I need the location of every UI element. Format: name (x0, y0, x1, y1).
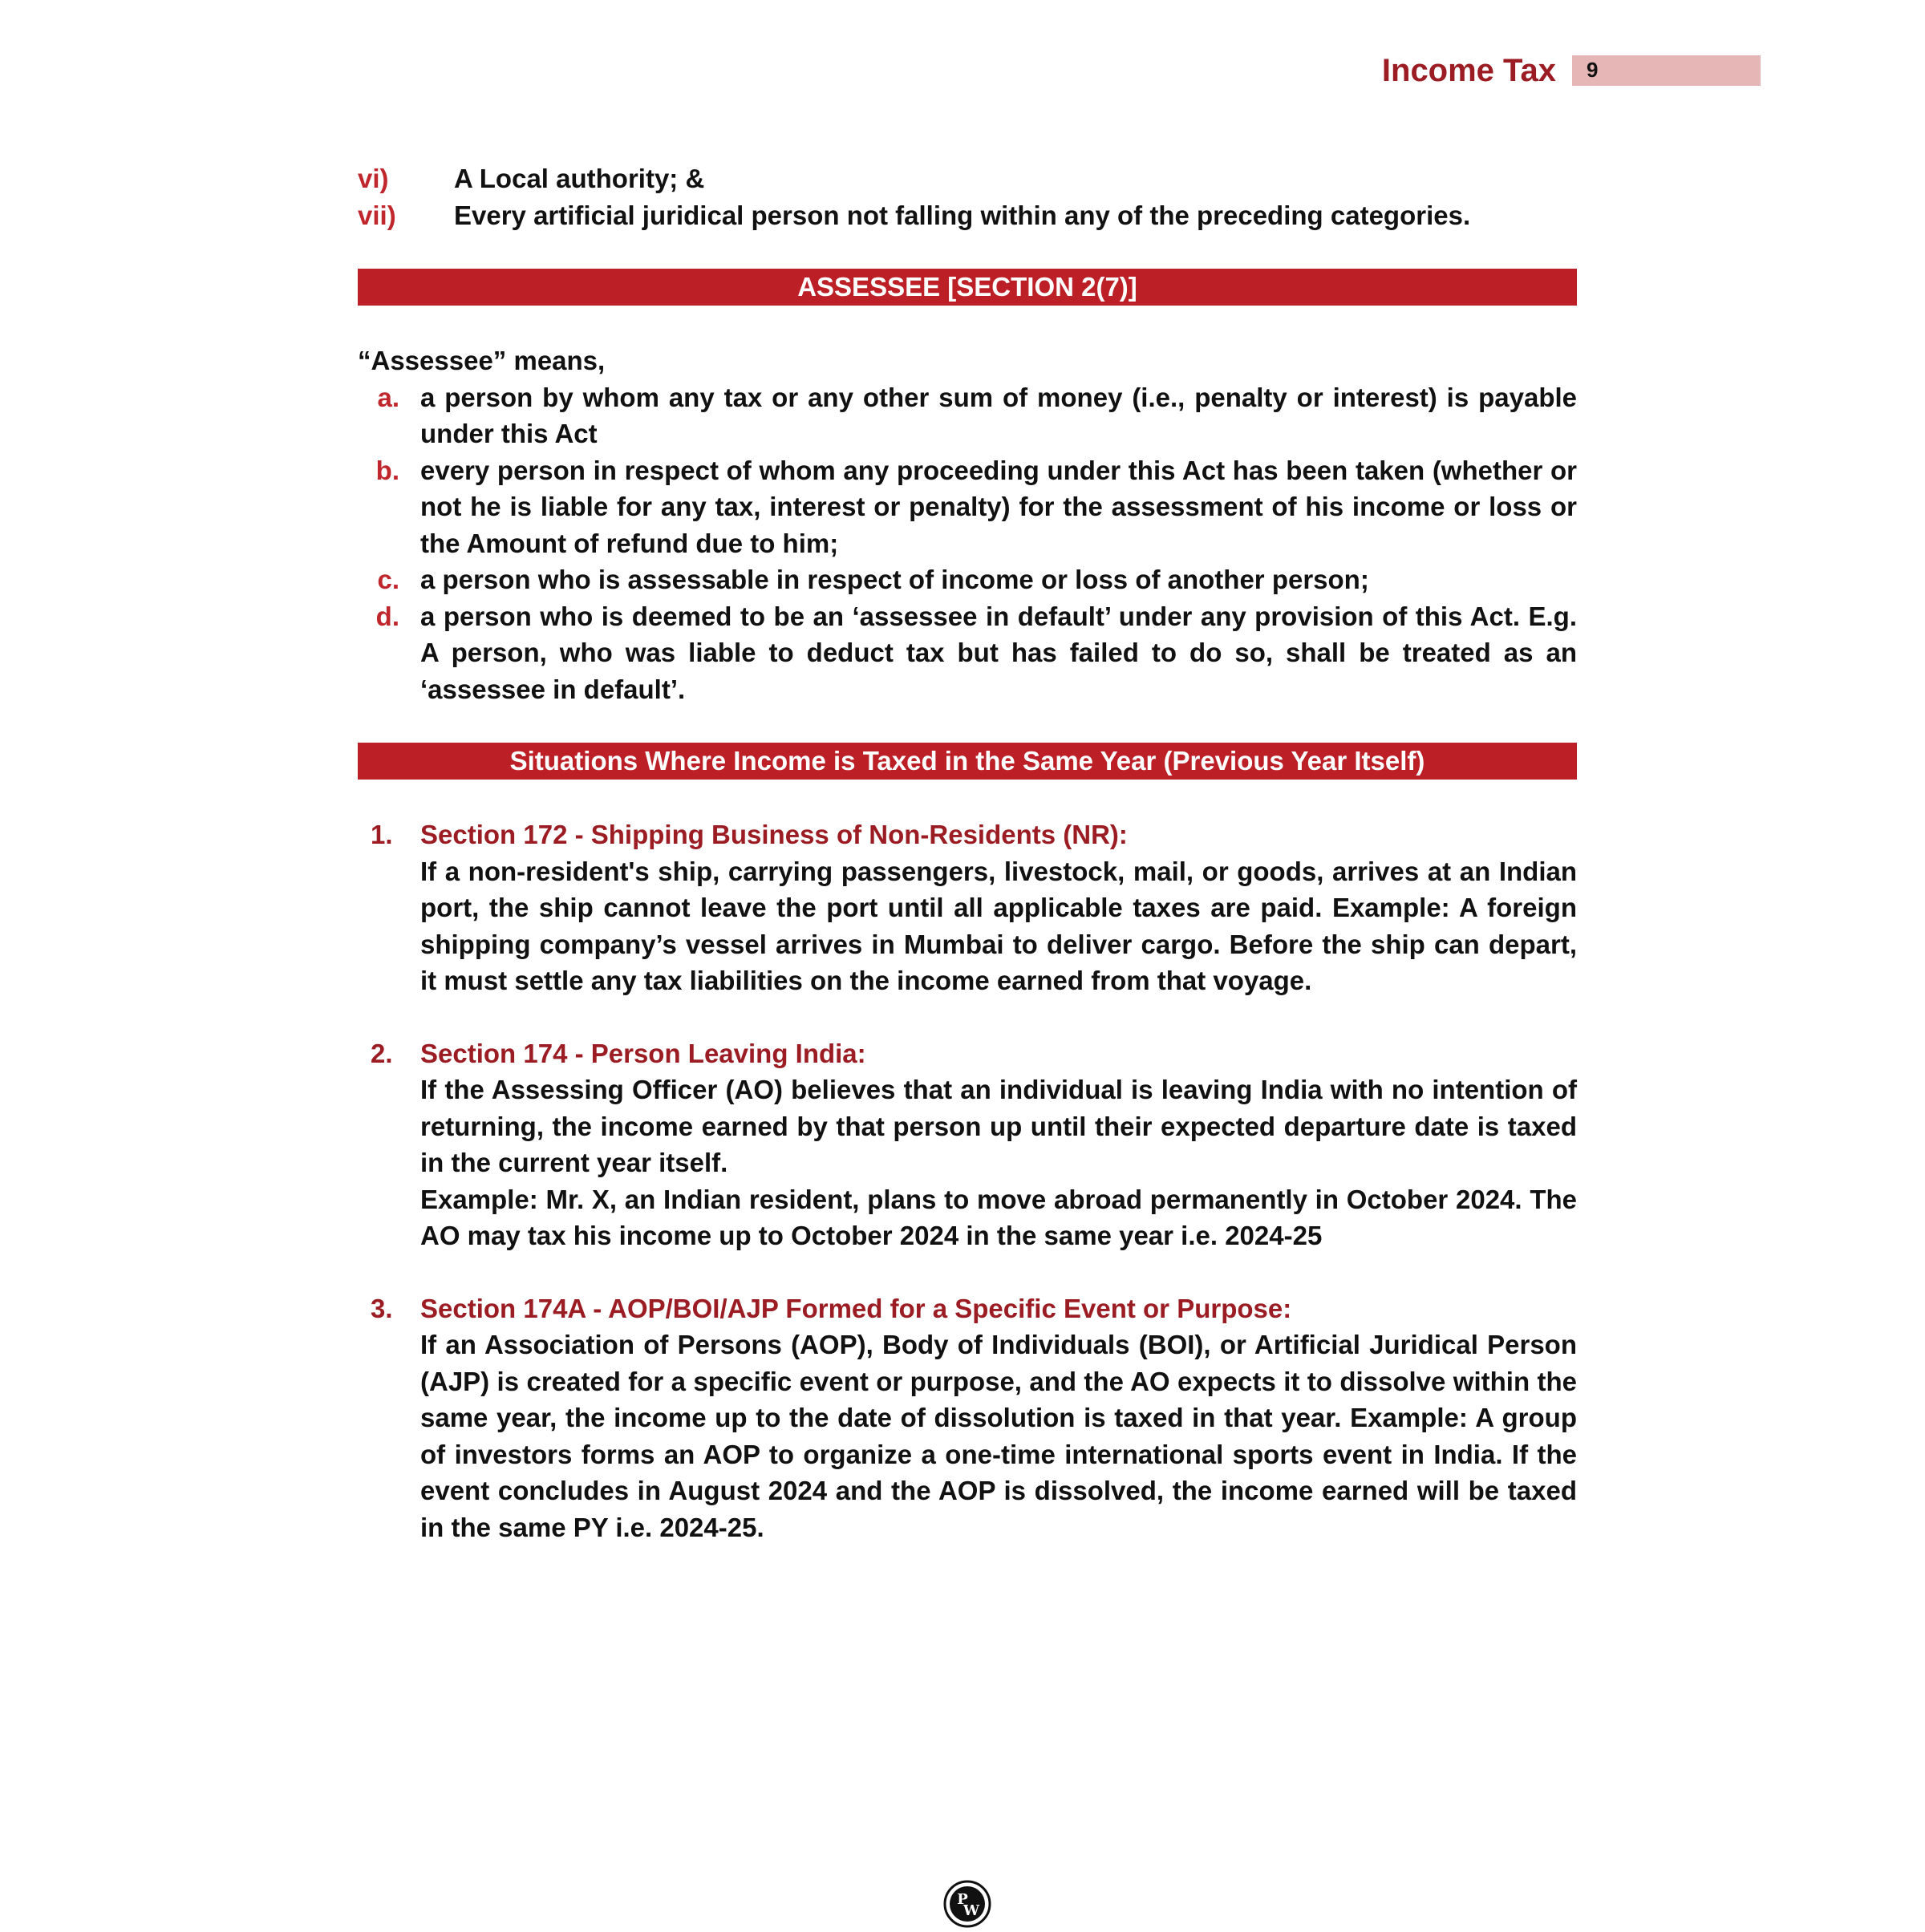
list-item (358, 816, 1577, 999)
list-label: c. (377, 565, 399, 594)
assessee-intro: “Assessee” means, (358, 346, 606, 375)
list-text: Every artificial juridical person not falling within any of the preceding categories. (454, 200, 1471, 230)
list-number: 1. (371, 820, 393, 849)
section-paragraph: If the Assessing Officer (AO) believes that an individual is leaving India with no intention of returning, the income earned by that person up until their expected departure date is taxed in the current year itself. (420, 1075, 1577, 1177)
section-title: Section 172 - Shipping Business of Non-Residents (NR): (420, 820, 1128, 849)
roman-list (358, 160, 1577, 233)
list-item (358, 598, 1577, 708)
list-body (420, 816, 1577, 999)
page-number: 9 (1587, 58, 1599, 82)
list-text: A Local authority; & (454, 164, 705, 193)
list-number: 3. (371, 1293, 393, 1323)
section-banner-situations: Situations Where Income is Taxed in the Same Year (Previous Year Itself) (358, 743, 1577, 780)
situations-list (358, 816, 1577, 1545)
list-body (420, 1290, 1577, 1546)
page-number-box (1572, 55, 1761, 86)
svg-text:P: P (957, 1891, 968, 1908)
list-item (358, 561, 1577, 598)
list-number: vi) (358, 164, 389, 193)
section-banner-assessee: ASSESSEE [SECTION 2(7)] (358, 269, 1577, 306)
svg-text:W: W (962, 1902, 980, 1919)
list-number: vii) (358, 200, 396, 230)
header-title: Income Tax (1381, 53, 1556, 88)
list-label: b. (375, 455, 399, 485)
list-text: every person in respect of whom any proceeding under this Act has been taken (whether or not he is liable for any tax, interest or penalty) for the assessment of his income or loss or the Amount of refund due to him; (420, 455, 1577, 558)
pw-logo-icon (943, 1880, 991, 1928)
list-text: a person who is deemed to be an ‘assessee in default’ under any provision of this Act. E.g. A person, who was liable to deduct tax but has failed to do so, shall be treated as an ‘assessee in default’. (420, 601, 1577, 704)
list-item (358, 1035, 1577, 1254)
assessee-definition-list (358, 379, 1577, 708)
section-paragraph: Example: Mr. X, an Indian resident, plans to move abroad permanently in October 2024. The AO may tax his income up to October 2024 in the same year i.e. 2024-25 (420, 1184, 1577, 1250)
section-paragraph: If a non-resident's ship, carrying passengers, livestock, mail, or goods, arrives at an Indian port, the ship cannot leave the port until all applicable taxes are paid. Example: A foreign shipping company’s vessel arrives in Mumbai to deliver cargo. Before the ship can depart, it must settle any tax liabilities on the income earned from that voyage. (420, 856, 1577, 995)
list-body (420, 1035, 1577, 1254)
list-text: a person by whom any tax or any other sum of money (i.e., penalty or interest) is payable under this Act (420, 382, 1577, 448)
list-label: d. (375, 601, 399, 631)
page-content (358, 160, 1577, 1582)
list-item (358, 379, 1577, 452)
list-text: a person who is assessable in respect of income or loss of another person; (420, 565, 1369, 594)
section-paragraph: If an Association of Persons (AOP), Body of Individuals (BOI), or Artificial Juridical Person (AJP) is created for a specific event or purpose, and the AO expects it to dissolve within the same year, the income up to the date of dissolution is taxed in that year. Example: A group of investors forms an AOP to organize a one-time international sports event in India. If the event concludes in August 2024 and the AOP is dissolved, the income earned will be taxed in the same PY i.e. 2024-25. (420, 1330, 1577, 1542)
list-item (358, 452, 1577, 562)
list-number: 2. (371, 1038, 393, 1068)
list-item (358, 1290, 1577, 1546)
list-item (358, 160, 1577, 197)
section-title: Section 174 - Person Leaving India: (420, 1038, 866, 1068)
list-label: a. (377, 382, 399, 412)
section-title: Section 174A - AOP/BOI/AJP Formed for a Specific Event or Purpose: (420, 1293, 1292, 1323)
list-item (358, 197, 1577, 234)
